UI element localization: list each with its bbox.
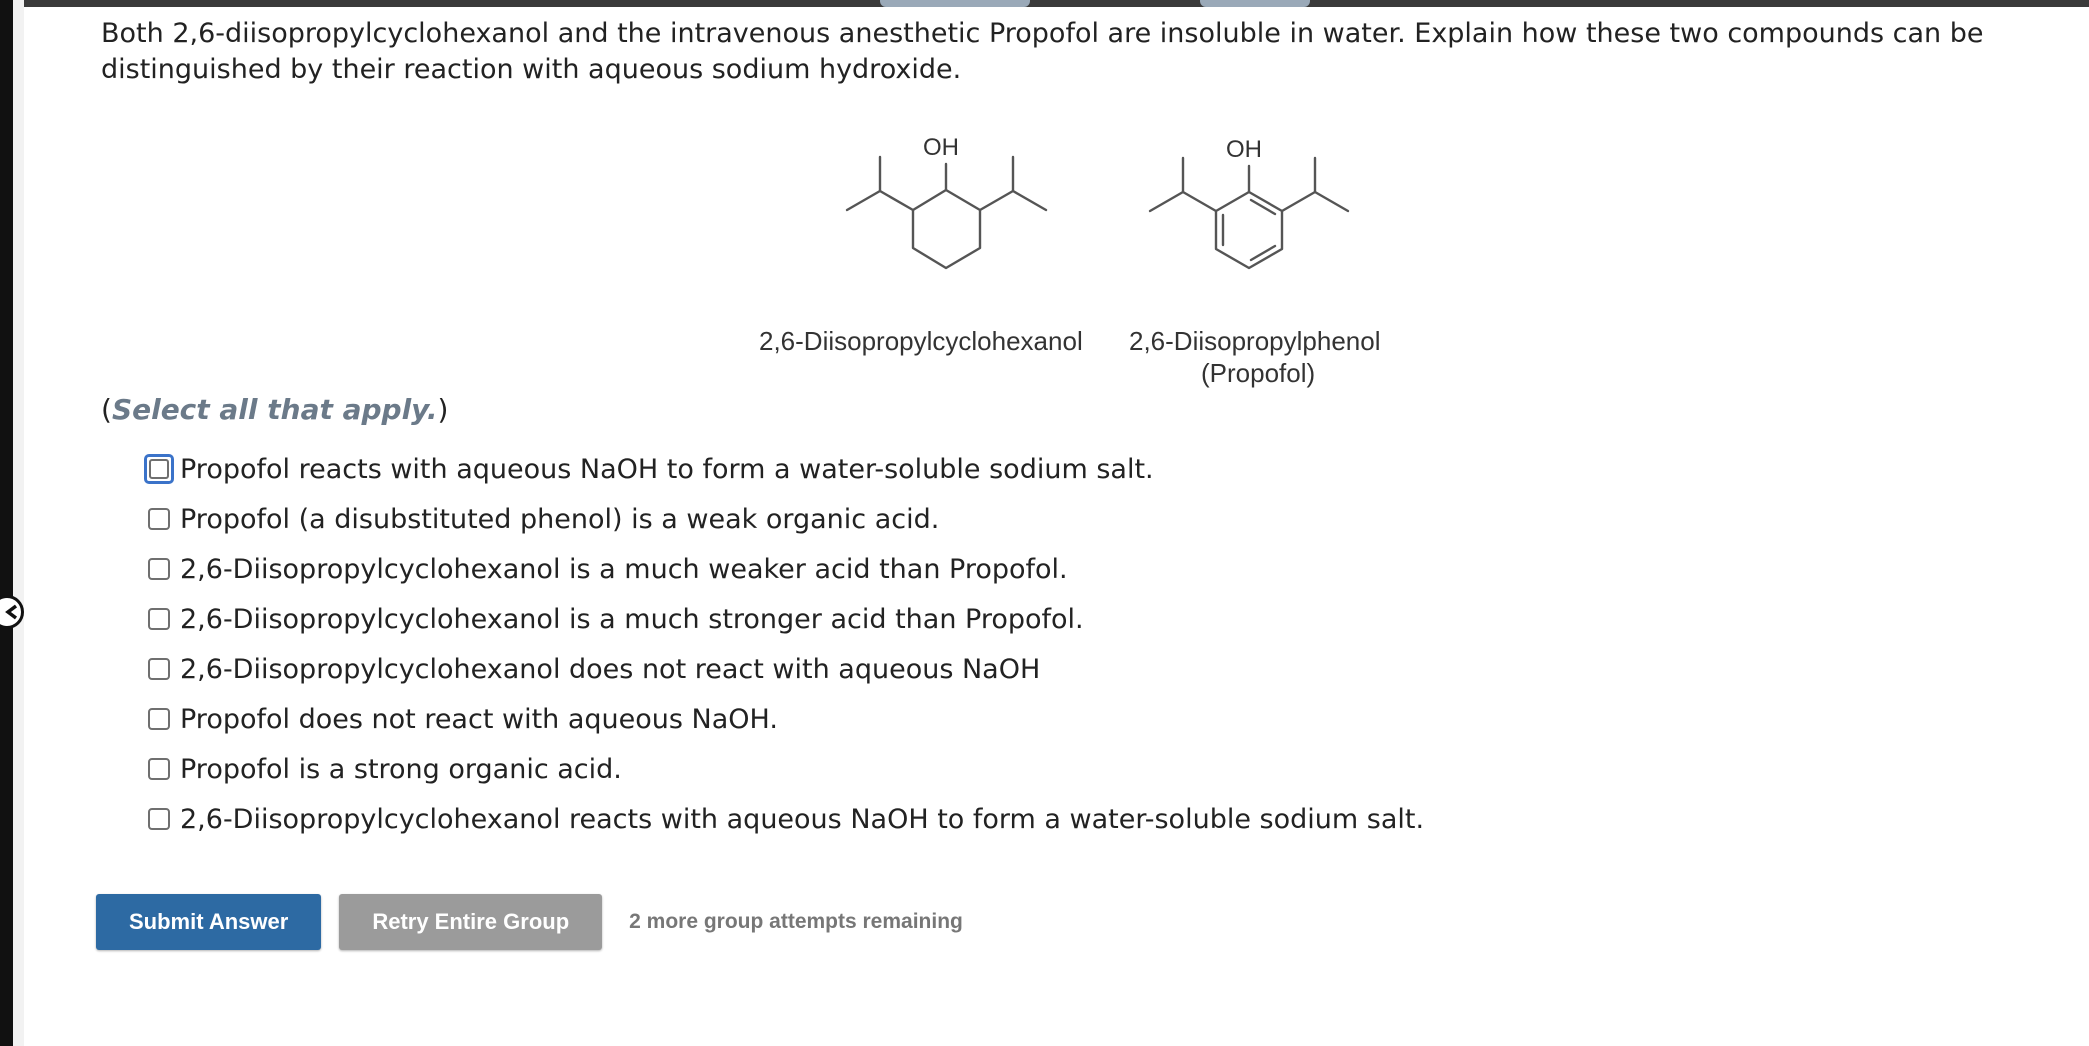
answer-option-label: Propofol does not react with aqueous NaOH. (180, 703, 778, 735)
structures-figure (101, 136, 2041, 406)
answer-option-label: 2,6-Diisopropylcyclohexanol is a much stronger acid than Propofol. (180, 603, 1084, 635)
retry-group-button[interactable]: Retry Entire Group (339, 894, 602, 950)
propofol-name: 2,6-Diisopropylphenol (1129, 326, 1381, 356)
oh-label: OH (923, 134, 959, 161)
answer-option[interactable] (145, 594, 1424, 644)
answer-checkbox[interactable] (148, 608, 170, 630)
left-rail-gap (13, 0, 24, 1046)
propofol-alias: (Propofol) (1201, 358, 1316, 388)
answer-option-label: 2,6-Diisopropylcyclohexanol reacts with aqueous NaOH to form a water-soluble sodium salt. (180, 803, 1425, 835)
attempts-remaining-text: 2 more group attempts remaining (629, 910, 963, 933)
cyclohexanol-name: 2,6-Diisopropylcyclohexanol (759, 326, 1083, 356)
answer-checkbox[interactable] (144, 454, 174, 484)
answer-option-label: Propofol reacts with aqueous NaOH to form a water-soluble sodium salt. (180, 453, 1154, 485)
submit-answer-button[interactable]: Submit Answer (96, 894, 321, 950)
top-bar (0, 0, 2089, 7)
oh-label: OH (1226, 136, 1262, 163)
answer-option-label: Propofol (a disubstituted phenol) is a weak organic acid. (180, 503, 940, 535)
instruction-close-paren: ) (437, 393, 449, 426)
answer-checkbox[interactable] (148, 808, 170, 830)
question-text: Both 2,6-diisopropylcyclohexanol and the intravenous anesthetic Propofol are insoluble in water. Explain how these two compounds can be distinguished by their reaction with aqueous sodium hydroxide. (101, 18, 1984, 85)
instruction-emphasis: Select all that apply. (111, 393, 438, 426)
answer-checkbox[interactable] (148, 708, 170, 730)
propofol-structure (101, 136, 2041, 406)
top-tab-indicator (880, 0, 1030, 7)
answer-option[interactable] (145, 494, 1424, 544)
answer-checkbox[interactable] (148, 508, 170, 530)
answer-option-label: 2,6-Diisopropylcyclohexanol does not react with aqueous NaOH (180, 653, 1041, 685)
answer-checkbox[interactable] (148, 758, 170, 780)
chevron-left-icon (5, 604, 19, 620)
answer-option[interactable] (145, 744, 1424, 794)
answer-checkbox[interactable] (148, 658, 170, 680)
answer-option[interactable] (145, 444, 1424, 494)
answer-option[interactable] (145, 794, 1424, 844)
top-tab-indicator (1200, 0, 1310, 7)
answer-option[interactable] (145, 694, 1424, 744)
left-rail (0, 0, 13, 1046)
answer-option-label: Propofol is a strong organic acid. (180, 753, 622, 785)
question-container (101, 16, 2041, 934)
select-instruction (101, 393, 448, 426)
action-bar (96, 894, 963, 950)
answer-option[interactable] (145, 544, 1424, 594)
answer-option[interactable] (145, 644, 1424, 694)
answer-option-label: 2,6-Diisopropylcyclohexanol is a much weaker acid than Propofol. (180, 553, 1068, 585)
instruction-open-paren: ( (101, 393, 112, 426)
answer-options (145, 444, 1424, 844)
answer-checkbox[interactable] (148, 558, 170, 580)
